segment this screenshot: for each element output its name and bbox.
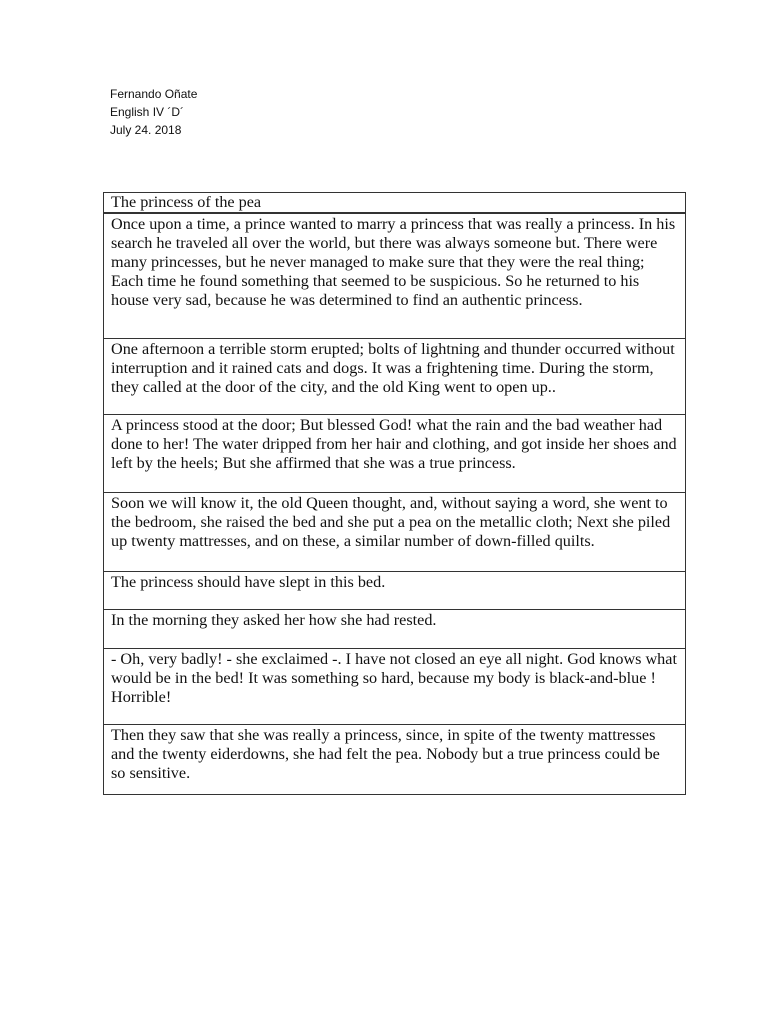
story-paragraph-3: A princess stood at the door; But blessed God! what the rain and the bad weather had done to her! The water dripped from her hair and clothing, and got inside her shoes and left by the heels; But she affirmed that she was a true princess. bbox=[104, 414, 685, 492]
story-paragraph-6: In the morning they asked her how she had rested. bbox=[104, 609, 685, 648]
story-paragraph-7: - Oh, very badly! - she exclaimed -. I have not closed an eye all night. God knows what would be in the bed! It was something so hard, because my body is black-and-blue ! Horrible! bbox=[104, 648, 685, 724]
document-header bbox=[110, 85, 197, 139]
document-date: July 24. 2018 bbox=[110, 123, 182, 137]
story-paragraph-8: Then they saw that she was really a princess, since, in spite of the twenty mattresses and the twenty eiderdowns, she had felt the pea. Nobody but a true princess could be so sensitive. bbox=[104, 724, 685, 794]
story-paragraph-5: The princess should have slept in this bed. bbox=[104, 571, 685, 609]
course-name: English IV ´D´ bbox=[110, 105, 185, 119]
story-paragraph-4: Soon we will know it, the old Queen thought, and, without saying a word, she went to the bedroom, she raised the bed and she put a pea on the metallic cloth; Next she piled up twenty mattresses, and on these, a similar number of down-filled quilts. bbox=[104, 492, 685, 571]
story-paragraph-1: Once upon a time, a prince wanted to marry a princess that was really a princess. In his search he traveled all over the world, but there was always someone but. There were many princesses, but he never managed to make sure that they were the real thing; Each time he found something that seemed to be suspicious. So he returned to his house very sad, because he was determined to find an authentic princess. bbox=[104, 213, 685, 338]
story-title: The princess of the pea bbox=[104, 193, 685, 213]
story-paragraph-2: One afternoon a terrible storm erupted; bolts of lightning and thunder occurred without interruption and it rained cats and dogs. It was a frightening time. During the storm, they called at the door of the city, and the old King went to open up.. bbox=[104, 338, 685, 414]
story-table bbox=[103, 192, 686, 795]
author-name: Fernando Oñate bbox=[110, 87, 198, 101]
